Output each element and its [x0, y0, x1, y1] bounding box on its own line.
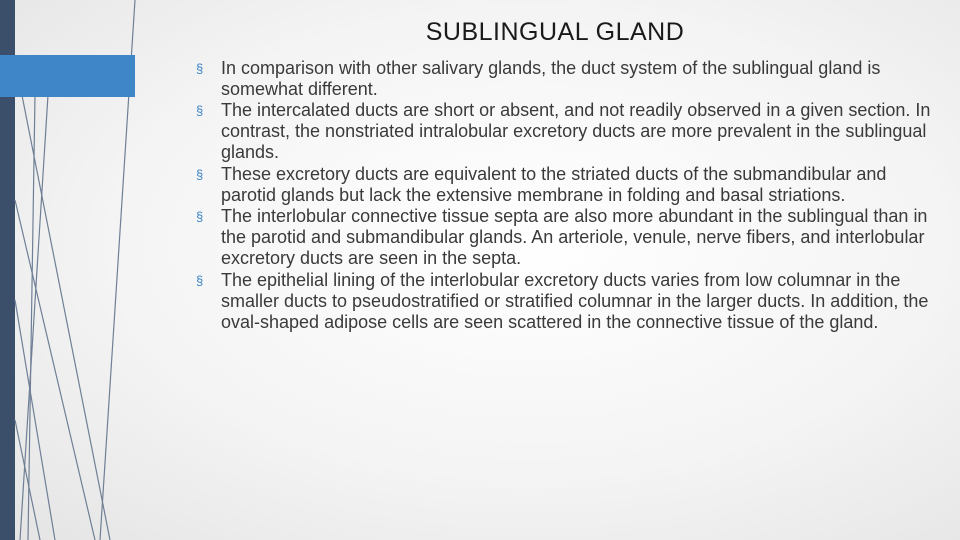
bullet-marker-icon: §	[196, 61, 204, 76]
bullet-marker-icon: §	[196, 166, 204, 182]
bullet-item	[196, 270, 931, 333]
bullet-item	[196, 100, 931, 163]
bullet-item	[196, 58, 931, 100]
bullet-item	[196, 164, 931, 206]
bullet-list	[196, 58, 931, 333]
slide-title: SUBLINGUAL GLAND	[425, 18, 685, 46]
bullet-marker-icon: §	[196, 209, 204, 225]
bullet-marker-icon: §	[196, 103, 204, 119]
accent-tab	[0, 55, 135, 97]
decor-line	[15, 300, 55, 540]
bullet-text: The interlobular connective tissue septa are also more abundant in the sublingual than in the parotid and submandibular glands. An arteriole, venule, nerve fibers, and interlobular excretory ducts are seen in the septa.	[221, 206, 928, 269]
bullet-marker-icon: §	[196, 272, 204, 288]
bullet-item	[196, 206, 931, 269]
decor-line	[15, 420, 40, 540]
bullet-text: The intercalated ducts are short or absent, and not readily observed in a given section. In contrast, the nonstriated intralobular excretory ducts are more prevalent in the sublingual glands.	[221, 100, 931, 163]
bullet-text: The epithelial lining of the interlobular excretory ducts varies from low columnar in the smaller ducts to pseudostratified or stratified columnar in the larger ducts. In addition, the oval-shaped adipose cells are seen scattered in the connective tissue of the gland.	[221, 269, 929, 332]
bullet-text: In comparison with other salivary glands, the duct system of the sublingual gland is somewhat different.	[221, 58, 881, 99]
bullet-text: These excretory ducts are equivalent to the striated ducts of the submandibular and parotid glands but lack the extensive membrane in folding and basal striations.	[221, 163, 887, 205]
